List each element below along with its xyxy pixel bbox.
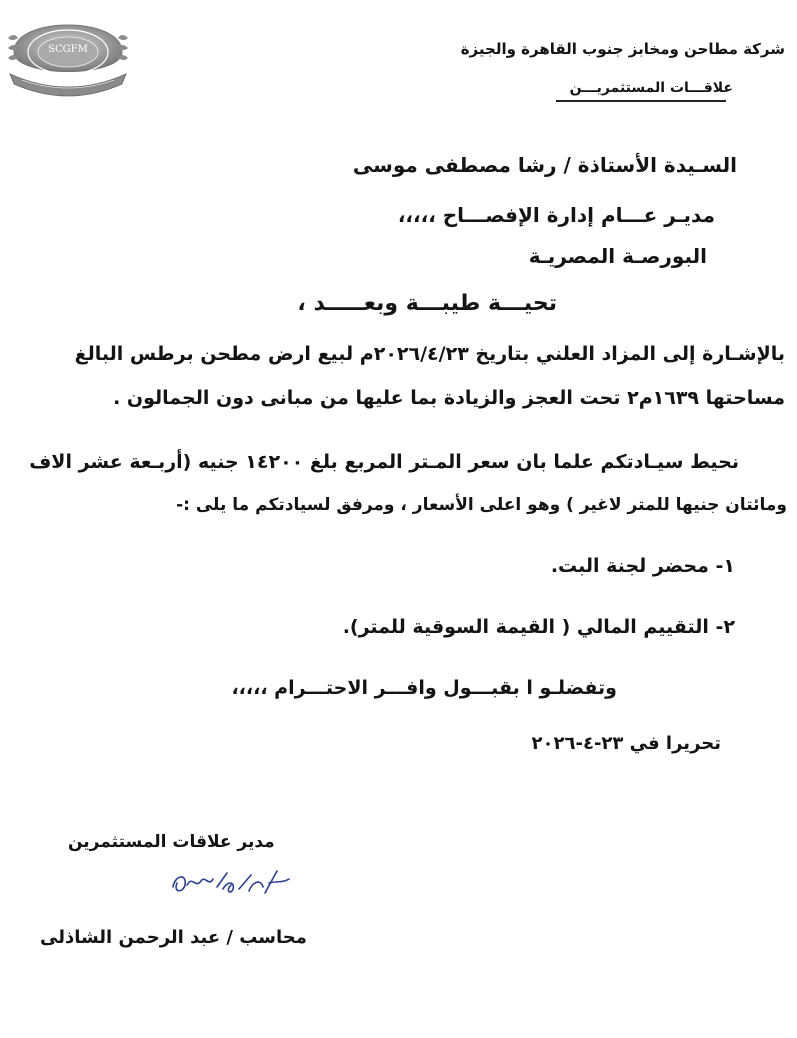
attachment-item: ٢- التقييم المالي ( القيمة السوقية للمتر).	[342, 616, 735, 638]
closing-line: وتفضلـو ا بقبـــول وافـــر الاحتـــرام ،،،،،	[231, 677, 617, 699]
logo-text: SCGFM	[48, 44, 88, 55]
handwritten-signature-icon	[165, 863, 295, 903]
manager-title: مدير علاقات المستثمرين	[68, 832, 275, 852]
attachment-item: ١- محضر لجنة البت.	[550, 555, 735, 577]
date-line: تحريرا في ٢٣-٤-٢٠٢٦	[531, 733, 721, 754]
company-name: شركة مطاحن ومخابز جنوب القاهرة والجيزة	[460, 40, 785, 58]
recipient-name: السـيدة الأستاذة / رشا مصطفى موسى	[352, 153, 737, 177]
department-underline	[556, 100, 726, 102]
body-paragraph2-line1: نحيط سيـادتكم علما بان سعر المـتر المربع بلغ ١٤٢٠٠ جنيه (أربـعة عشر الاف	[29, 451, 739, 473]
body-paragraph2-line2: ومائتان جنيها للمتر لاغير ) وهو اعلى الأسعار ، ومرفق لسيادتكم ما يلى :-	[176, 495, 787, 515]
body-paragraph1-line2: مساحتها ١٦٣٩م٢ تحت العجز والزيادة بما عليها من مبانى دون الجمالون .	[113, 387, 785, 409]
recipient-title: مديـر عـــام إدارة الإفصـــاح ،،،،،	[397, 203, 715, 227]
greeting: تحيـــة طيبـــة وبعـــــد ،	[297, 291, 557, 316]
recipient-organization: البورصـة المصريـة	[528, 244, 707, 268]
body-paragraph1-line1: بالإشـارة إلى المزاد العلني بتاريخ ٢٠٢٦/٤/٢٣م لبيع ارض مطحن برطس البالغ	[74, 343, 785, 365]
accountant-name: محاسب / عبد الرحمن الشاذلى	[40, 927, 307, 948]
department-name: علاقـــات المستثمريـــن	[569, 80, 733, 96]
company-logo-icon	[4, 8, 132, 104]
